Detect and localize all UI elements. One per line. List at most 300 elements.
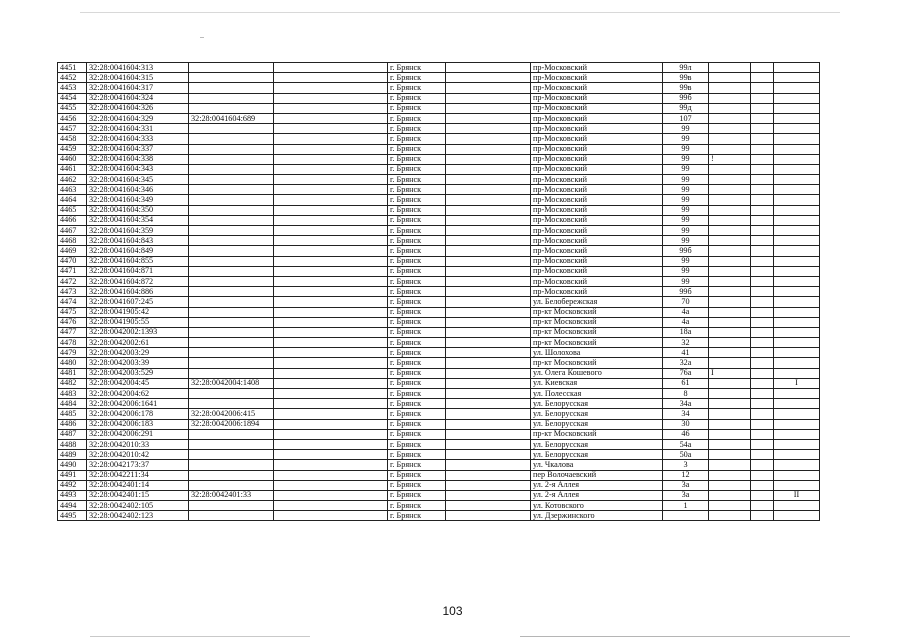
roman-mark-cell (774, 439, 820, 449)
row-number-cell: 4453 (58, 83, 87, 93)
row-number-cell: 4479 (58, 348, 87, 358)
related-cadastral-cell (189, 327, 274, 337)
city-cell: г. Брянск (388, 246, 446, 256)
house-number-cell: 61 (663, 378, 709, 388)
related-cadastral-cell (189, 480, 274, 490)
row-number-cell: 4456 (58, 113, 87, 123)
roman-mark-cell (774, 185, 820, 195)
related-cadastral-cell (189, 154, 274, 164)
roman-mark-cell (774, 358, 820, 368)
cadastral-number-cell: 32:28:0041604:326 (87, 103, 189, 113)
house-number-cell: 99 (663, 164, 709, 174)
mark-cell (709, 164, 751, 174)
empty-cell (751, 460, 774, 470)
city-cell: г. Брянск (388, 317, 446, 327)
table-row (58, 226, 820, 236)
empty-cell (751, 297, 774, 307)
cadastral-number-cell: 32:28:0042401:14 (87, 480, 189, 490)
mark-cell (709, 439, 751, 449)
empty-cell (274, 276, 388, 286)
street-cell: пр-Московский (531, 144, 663, 154)
cadastral-number-cell: 32:28:0041604:324 (87, 93, 189, 103)
roman-mark-cell (774, 470, 820, 480)
city-cell: г. Брянск (388, 226, 446, 236)
empty-cell (751, 389, 774, 399)
house-number-cell: 34 (663, 409, 709, 419)
cadastral-number-cell: 32:28:0041905:55 (87, 317, 189, 327)
empty-cell (274, 338, 388, 348)
city-cell: г. Брянск (388, 511, 446, 521)
mark-cell (709, 307, 751, 317)
empty-cell (751, 256, 774, 266)
empty-cell (274, 501, 388, 511)
row-number-cell: 4485 (58, 409, 87, 419)
related-cadastral-cell (189, 266, 274, 276)
empty-cell (751, 368, 774, 378)
cadastral-number-cell: 32:28:0041604:886 (87, 287, 189, 297)
house-number-cell: 54а (663, 439, 709, 449)
house-number-cell: 99 (663, 124, 709, 134)
cadastral-number-cell: 32:28:0042402:105 (87, 501, 189, 511)
house-number-cell: 99д (663, 103, 709, 113)
mark-cell (709, 358, 751, 368)
city-cell: г. Брянск (388, 480, 446, 490)
street-cell: пр-Московский (531, 93, 663, 103)
street-cell: ул. Полесская (531, 389, 663, 399)
roman-mark-cell (774, 368, 820, 378)
empty-cell (751, 215, 774, 225)
empty-cell (446, 501, 531, 511)
city-cell: г. Брянск (388, 195, 446, 205)
empty-cell (446, 450, 531, 460)
cadastral-number-cell: 32:28:0041604:317 (87, 83, 189, 93)
empty-cell (446, 256, 531, 266)
empty-cell (751, 73, 774, 83)
empty-cell (751, 103, 774, 113)
street-cell: ул. Киевская (531, 378, 663, 388)
table-row (58, 73, 820, 83)
house-number-cell: 3а (663, 480, 709, 490)
related-cadastral-cell (189, 317, 274, 327)
row-number-cell: 4491 (58, 470, 87, 480)
mark-cell (709, 124, 751, 134)
mark-cell (709, 103, 751, 113)
house-number-cell: 99 (663, 144, 709, 154)
street-cell: ул. Белорусская (531, 419, 663, 429)
empty-cell (274, 450, 388, 460)
house-number-cell: 99 (663, 154, 709, 164)
house-number-cell: 3 (663, 460, 709, 470)
roman-mark-cell (774, 246, 820, 256)
mark-cell (709, 501, 751, 511)
mark-cell (709, 470, 751, 480)
roman-mark-cell (774, 164, 820, 174)
house-number-cell: 50а (663, 450, 709, 460)
related-cadastral-cell (189, 256, 274, 266)
table-row (58, 358, 820, 368)
roman-mark-cell (774, 144, 820, 154)
cadastral-number-cell: 32:28:0041604:313 (87, 63, 189, 73)
row-number-cell: 4458 (58, 134, 87, 144)
empty-cell (446, 134, 531, 144)
cadastral-number-cell: 32:28:0042006:291 (87, 429, 189, 439)
row-number-cell: 4494 (58, 501, 87, 511)
roman-mark-cell (774, 399, 820, 409)
roman-mark-cell (774, 419, 820, 429)
empty-cell (274, 134, 388, 144)
empty-cell (446, 470, 531, 480)
street-cell: пр-Московский (531, 205, 663, 215)
empty-cell (274, 307, 388, 317)
mark-cell (709, 266, 751, 276)
row-number-cell: 4470 (58, 256, 87, 266)
street-cell: пр-кт Московский (531, 307, 663, 317)
city-cell: г. Брянск (388, 185, 446, 195)
table-row (58, 368, 820, 378)
street-cell: ул. Котовского (531, 501, 663, 511)
house-number-cell: 99 (663, 236, 709, 246)
row-number-cell: 4462 (58, 175, 87, 185)
street-cell: пр-кт Московский (531, 317, 663, 327)
city-cell: г. Брянск (388, 409, 446, 419)
street-cell: ул. 2-я Аллея (531, 490, 663, 500)
mark-cell (709, 480, 751, 490)
roman-mark-cell (774, 93, 820, 103)
city-cell: г. Брянск (388, 154, 446, 164)
empty-cell (446, 419, 531, 429)
city-cell: г. Брянск (388, 93, 446, 103)
street-cell: пр-Московский (531, 287, 663, 297)
row-number-cell: 4482 (58, 378, 87, 388)
empty-cell (751, 287, 774, 297)
related-cadastral-cell (189, 297, 274, 307)
city-cell: г. Брянск (388, 287, 446, 297)
empty-cell (274, 154, 388, 164)
empty-cell (274, 195, 388, 205)
cadastral-number-cell: 32:28:0041604:346 (87, 185, 189, 195)
scan-artifact-mark (200, 37, 204, 38)
mark-cell (709, 287, 751, 297)
cadastral-number-cell: 32:28:0041604:872 (87, 276, 189, 286)
table-row (58, 327, 820, 337)
cadastral-number-cell: 32:28:0041604:855 (87, 256, 189, 266)
related-cadastral-cell: 32:28:0042006:1894 (189, 419, 274, 429)
related-cadastral-cell (189, 307, 274, 317)
cadastral-number-cell: 32:28:0041905:42 (87, 307, 189, 317)
street-cell: пр-Московский (531, 195, 663, 205)
related-cadastral-cell (189, 205, 274, 215)
row-number-cell: 4493 (58, 490, 87, 500)
cadastral-number-cell: 32:28:0041604:871 (87, 266, 189, 276)
roman-mark-cell (774, 511, 820, 521)
empty-cell (751, 409, 774, 419)
mark-cell (709, 378, 751, 388)
row-number-cell: 4486 (58, 419, 87, 429)
row-number-cell: 4455 (58, 103, 87, 113)
mark-cell (709, 236, 751, 246)
city-cell: г. Брянск (388, 124, 446, 134)
empty-cell (751, 83, 774, 93)
empty-cell (751, 511, 774, 521)
empty-cell (274, 287, 388, 297)
roman-mark-cell (774, 73, 820, 83)
mark-cell (709, 63, 751, 73)
empty-cell (274, 419, 388, 429)
city-cell: г. Брянск (388, 307, 446, 317)
row-number-cell: 4477 (58, 327, 87, 337)
roman-mark-cell (774, 256, 820, 266)
empty-cell (751, 480, 774, 490)
roman-mark-cell (774, 338, 820, 348)
house-number-cell: 99б (663, 93, 709, 103)
empty-cell (751, 175, 774, 185)
roman-mark-cell (774, 450, 820, 460)
related-cadastral-cell (189, 83, 274, 93)
scan-artifact-bottom-right (520, 636, 850, 637)
roman-mark-cell (774, 154, 820, 164)
empty-cell (446, 144, 531, 154)
table-row (58, 419, 820, 429)
empty-cell (274, 246, 388, 256)
mark-cell (709, 93, 751, 103)
empty-cell (274, 63, 388, 73)
table-row (58, 429, 820, 439)
mark-cell (709, 348, 751, 358)
empty-cell (446, 297, 531, 307)
empty-cell (446, 399, 531, 409)
empty-cell (446, 480, 531, 490)
city-cell: г. Брянск (388, 419, 446, 429)
empty-cell (274, 439, 388, 449)
related-cadastral-cell (189, 73, 274, 83)
cadastral-number-cell: 32:28:0041604:338 (87, 154, 189, 164)
city-cell: г. Брянск (388, 490, 446, 500)
table-row (58, 511, 820, 521)
city-cell: г. Брянск (388, 256, 446, 266)
empty-cell (751, 63, 774, 73)
cadastral-number-cell: 32:28:0042010:33 (87, 439, 189, 449)
roman-mark-cell (774, 501, 820, 511)
empty-cell (274, 256, 388, 266)
street-cell: пр-Московский (531, 256, 663, 266)
related-cadastral-cell (189, 338, 274, 348)
empty-cell (751, 205, 774, 215)
empty-cell (274, 215, 388, 225)
cadastral-number-cell: 32:28:0041604:849 (87, 246, 189, 256)
house-number-cell: 12 (663, 470, 709, 480)
roman-mark-cell (774, 460, 820, 470)
row-number-cell: 4492 (58, 480, 87, 490)
roman-mark-cell (774, 307, 820, 317)
table-row (58, 93, 820, 103)
mark-cell (709, 490, 751, 500)
roman-mark-cell (774, 83, 820, 93)
roman-mark-cell (774, 389, 820, 399)
street-cell: пр-кт Московский (531, 338, 663, 348)
row-number-cell: 4472 (58, 276, 87, 286)
mark-cell (709, 409, 751, 419)
street-cell: пр-Московский (531, 185, 663, 195)
table-row (58, 185, 820, 195)
related-cadastral-cell: 32:28:0042006:415 (189, 409, 274, 419)
row-number-cell: 4469 (58, 246, 87, 256)
empty-cell (274, 460, 388, 470)
city-cell: г. Брянск (388, 338, 446, 348)
mark-cell (709, 419, 751, 429)
empty-cell (751, 399, 774, 409)
mark-cell (709, 511, 751, 521)
empty-cell (274, 368, 388, 378)
row-number-cell: 4459 (58, 144, 87, 154)
table-row (58, 480, 820, 490)
empty-cell (446, 327, 531, 337)
empty-cell (751, 185, 774, 195)
mark-cell (709, 195, 751, 205)
house-number-cell: 30 (663, 419, 709, 429)
row-number-cell: 4460 (58, 154, 87, 164)
table-body (58, 63, 820, 521)
row-number-cell: 4454 (58, 93, 87, 103)
roman-mark-cell (774, 103, 820, 113)
empty-cell (751, 93, 774, 103)
house-number-cell: 70 (663, 297, 709, 307)
row-number-cell: 4467 (58, 226, 87, 236)
house-number-cell: 99 (663, 134, 709, 144)
city-cell: г. Брянск (388, 297, 446, 307)
roman-mark-cell (774, 205, 820, 215)
empty-cell (446, 215, 531, 225)
table-row (58, 215, 820, 225)
city-cell: г. Брянск (388, 164, 446, 174)
table-row (58, 378, 820, 388)
house-number-cell: 8 (663, 389, 709, 399)
roman-mark-cell (774, 124, 820, 134)
empty-cell (751, 236, 774, 246)
street-cell: пр-Московский (531, 164, 663, 174)
street-cell: ул. Олега Кошевого (531, 368, 663, 378)
row-number-cell: 4461 (58, 164, 87, 174)
row-number-cell: 4489 (58, 450, 87, 460)
street-cell: пр-Московский (531, 215, 663, 225)
related-cadastral-cell (189, 276, 274, 286)
row-number-cell: 4473 (58, 287, 87, 297)
empty-cell (274, 480, 388, 490)
street-cell: ул. Шолохова (531, 348, 663, 358)
mark-cell (709, 246, 751, 256)
street-cell: ул. Белобережская (531, 297, 663, 307)
empty-cell (446, 389, 531, 399)
related-cadastral-cell (189, 164, 274, 174)
related-cadastral-cell (189, 501, 274, 511)
empty-cell (446, 490, 531, 500)
cadastral-number-cell: 32:28:0041604:315 (87, 73, 189, 83)
cadastral-number-cell: 32:28:0041604:359 (87, 226, 189, 236)
row-number-cell: 4487 (58, 429, 87, 439)
cadastral-number-cell: 32:28:0042002:61 (87, 338, 189, 348)
cadastral-number-cell: 32:28:0041604:350 (87, 205, 189, 215)
house-number-cell: 46 (663, 429, 709, 439)
roman-mark-cell (774, 276, 820, 286)
street-cell: ул. Белорусская (531, 409, 663, 419)
empty-cell (446, 124, 531, 134)
empty-cell (274, 144, 388, 154)
roman-mark-cell (774, 287, 820, 297)
related-cadastral-cell (189, 134, 274, 144)
roman-mark-cell: I (774, 378, 820, 388)
empty-cell (751, 348, 774, 358)
house-number-cell: 18а (663, 327, 709, 337)
street-cell: пр-Московский (531, 175, 663, 185)
related-cadastral-cell: 32:28:0041604:689 (189, 113, 274, 123)
mark-cell (709, 185, 751, 195)
empty-cell (751, 470, 774, 480)
street-cell: пр-Московский (531, 73, 663, 83)
empty-cell (751, 358, 774, 368)
table-row (58, 124, 820, 134)
table-row (58, 164, 820, 174)
cadastral-number-cell: 32:28:0041604:349 (87, 195, 189, 205)
table-row (58, 338, 820, 348)
table-row (58, 389, 820, 399)
empty-cell (751, 276, 774, 286)
empty-cell (446, 348, 531, 358)
roman-mark-cell (774, 480, 820, 490)
empty-cell (446, 511, 531, 521)
table-row (58, 236, 820, 246)
related-cadastral-cell (189, 470, 274, 480)
empty-cell (446, 409, 531, 419)
empty-cell (274, 93, 388, 103)
table-row (58, 460, 820, 470)
mark-cell (709, 83, 751, 93)
cadastral-number-cell: 32:28:0041604:843 (87, 236, 189, 246)
related-cadastral-cell (189, 93, 274, 103)
house-number-cell: 99 (663, 175, 709, 185)
cadastral-number-cell: 32:28:0041604:329 (87, 113, 189, 123)
related-cadastral-cell (189, 287, 274, 297)
empty-cell (751, 450, 774, 460)
empty-cell (751, 429, 774, 439)
table-row (58, 266, 820, 276)
related-cadastral-cell (189, 358, 274, 368)
city-cell: г. Брянск (388, 358, 446, 368)
city-cell: г. Брянск (388, 103, 446, 113)
empty-cell (274, 358, 388, 368)
mark-cell (709, 144, 751, 154)
roman-mark-cell (774, 348, 820, 358)
table-row (58, 195, 820, 205)
related-cadastral-cell (189, 389, 274, 399)
table-row (58, 63, 820, 73)
table-row (58, 83, 820, 93)
city-cell: г. Брянск (388, 144, 446, 154)
cadastral-number-cell: 32:28:0042004:62 (87, 389, 189, 399)
city-cell: г. Брянск (388, 439, 446, 449)
city-cell: г. Брянск (388, 389, 446, 399)
related-cadastral-cell (189, 63, 274, 73)
city-cell: г. Брянск (388, 134, 446, 144)
related-cadastral-cell (189, 195, 274, 205)
related-cadastral-cell (189, 399, 274, 409)
table-row (58, 307, 820, 317)
table-row (58, 175, 820, 185)
row-number-cell: 4465 (58, 205, 87, 215)
empty-cell (274, 226, 388, 236)
scan-artifact-top (80, 12, 840, 13)
street-cell: пр-Московский (531, 246, 663, 256)
city-cell: г. Брянск (388, 429, 446, 439)
street-cell: пр-Московский (531, 83, 663, 93)
